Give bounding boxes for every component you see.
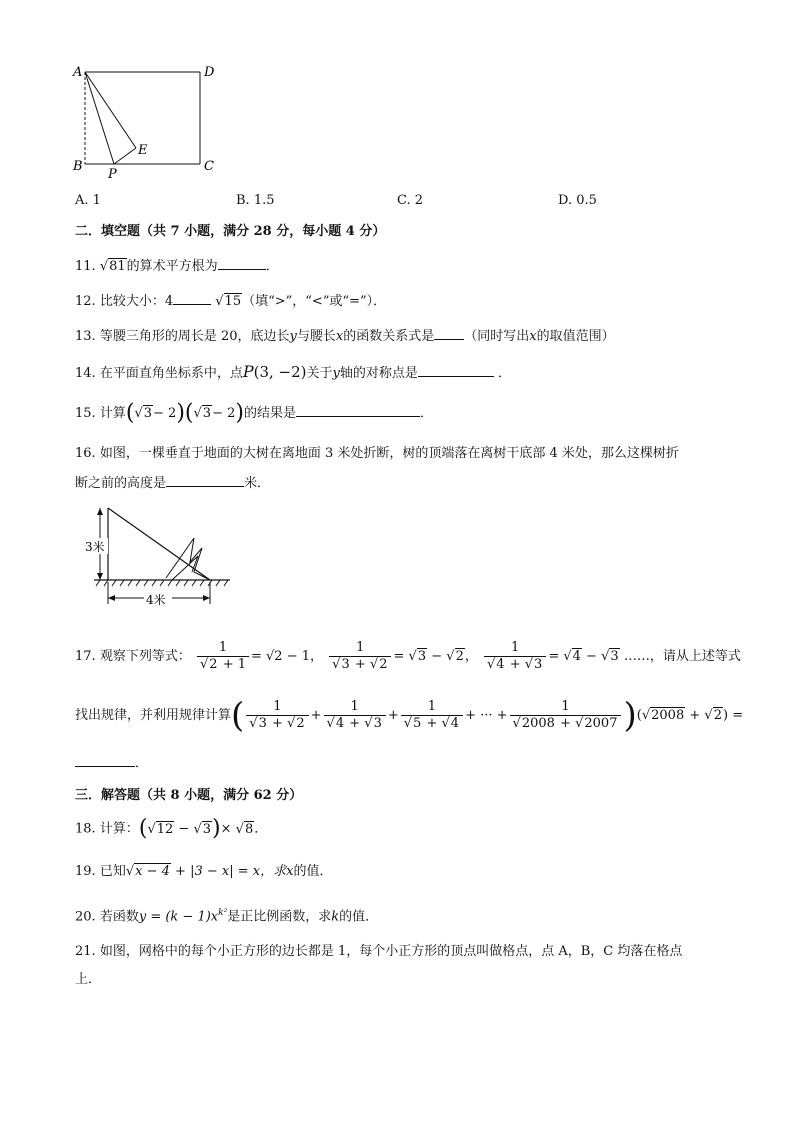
- q19-var-x: x: [286, 864, 294, 879]
- q14-text-a: 在平面直角坐标系中，点: [99, 366, 243, 381]
- q19-text-a: 已知: [99, 864, 126, 879]
- q13-text-e: 的取值范围）: [536, 329, 615, 344]
- question-19: 19. 已知√x − 4 + |3 − x| = x，求x的值．: [75, 864, 333, 879]
- section-3-heading: 三．解答题（共 8 小题，满分 62 分）: [75, 788, 303, 803]
- q14-blank[interactable]: [418, 362, 494, 377]
- label-c: C: [204, 159, 214, 174]
- q13-text-d: （同时写出: [464, 329, 530, 344]
- question-21-line-2: 上．: [75, 972, 102, 987]
- q20-var-k: k: [331, 909, 340, 925]
- q11-sqrt: √81: [99, 259, 126, 274]
- q15-number: 15.: [75, 406, 96, 421]
- q17-dots: ……，请从上述等式: [623, 649, 741, 664]
- q15-minus-1: − 2: [153, 406, 177, 421]
- q17-text-a: 观察下列等式：: [99, 649, 191, 664]
- q17-term-3: $\frac{1}{√5 + √4}$: [401, 699, 463, 732]
- q13-blank[interactable]: [434, 325, 464, 340]
- q15-minus-2: − 2: [212, 406, 236, 421]
- q11-radicand: 81: [109, 259, 126, 274]
- q13-text-a: 等腰三角形的周长是 20，底边长: [99, 329, 290, 344]
- rectangle-figure: [68, 60, 228, 180]
- q17-frac-3: $\frac{1}{√4 + √3}$: [484, 640, 546, 673]
- q17-equals: =: [732, 708, 744, 723]
- q13-text-c: 的函数关系式是: [343, 329, 435, 344]
- tree-height-label: 3米: [85, 540, 105, 554]
- q15-radicand-2: 3: [202, 406, 212, 421]
- q18-radicand-3: 8: [244, 821, 254, 837]
- q14-end: ．: [498, 366, 512, 381]
- q18-number: 18.: [75, 821, 96, 837]
- question-16-line-1: [75, 444, 679, 464]
- q20-text-b: 是正比例函数，求: [227, 909, 332, 925]
- q14-text-b: 关于: [306, 366, 333, 381]
- q17-mid: + ··· +: [465, 708, 508, 723]
- q16-text-line-1: 如图，一棵垂直于地面的大树在离地面 3 米处折断，树的顶端落在离树干底部 4 米处，那么这棵树折: [99, 446, 679, 461]
- question-17-line-2: 找出规律，并利用规律计算( $\frac{1}{√3 + √2}$ + $\frac{1}{√4 + √3}$ + $\frac{1}{√5 + √4}$ + ··· + $\frac{1}{√2008 + √2007}$ )(√2008 + √2) =: [75, 695, 744, 736]
- question-17-line-3: ．: [75, 752, 148, 774]
- q12-text-b: （填“>”，“<”或“=”）．: [242, 294, 387, 309]
- q20-text-c: 的值．: [339, 909, 379, 925]
- q12-sqrt: √15: [215, 294, 242, 309]
- q14-point-p: P: [242, 362, 254, 381]
- question-13: [75, 325, 615, 347]
- q18-end: ．: [254, 821, 268, 837]
- q15-end: ．: [419, 406, 433, 421]
- q17-term-2: $\frac{1}{√4 + √3}$: [324, 699, 386, 732]
- q19-text-b: 的值．: [293, 864, 333, 879]
- option-a: A. 1: [75, 193, 101, 208]
- q17-text-line-2: 找出规律，并利用规律计算: [75, 708, 232, 723]
- q11-blank[interactable]: [218, 255, 266, 270]
- q11-end: ．: [265, 259, 279, 274]
- question-20: [75, 903, 378, 927]
- q12-blank[interactable]: [173, 290, 211, 305]
- q14-coord: (3, −2): [253, 363, 307, 381]
- question-15: 15. 计算(√3− 2)(√3− 2)的结果是 ．: [75, 400, 433, 426]
- q11-text: 的算术平方根为: [126, 259, 218, 274]
- q19-eq: = x，求: [237, 864, 287, 879]
- q17-eq-1: = √2 − 1，: [251, 649, 324, 664]
- q21-number: 21.: [75, 944, 96, 959]
- option-d: D. 0.5: [558, 193, 597, 208]
- q12-text-a: 比较大小：4: [99, 294, 174, 309]
- question-18: 18. 计算：(√12 − √3)× √8．: [75, 816, 268, 841]
- label-b: B: [73, 159, 83, 174]
- q19-abs: 3 − x: [194, 864, 230, 879]
- question-14: [75, 362, 511, 384]
- q14-var-y: y: [332, 366, 340, 381]
- q12-number: 12.: [75, 294, 96, 309]
- question-17-line-1: 17. 观察下列等式： $\frac{1}{√2 + 1}$ = √2 − 1， $\frac{1}{√3 + √2}$ = √3 − √2， $\frac{1}{√4 + √3}$ = √4 − √3 ……，请从上述等式: [75, 640, 741, 672]
- q17-blank[interactable]: [75, 752, 135, 767]
- q13-var-y: y: [289, 329, 297, 344]
- q13-number: 13.: [75, 329, 96, 344]
- q17-frac-2: $\frac{1}{√3 + √2}$: [329, 640, 391, 673]
- q15-text-a: 计算: [99, 406, 126, 421]
- q16-number: 16.: [75, 446, 96, 461]
- q16-text-line-2b: 米．: [244, 476, 271, 491]
- q20-exponent: k²: [218, 908, 228, 918]
- q15-text-b: 的结果是: [243, 406, 296, 421]
- q17-term-1: $\frac{1}{√3 + √2}$: [246, 699, 308, 732]
- q19-radicand: x − 4: [135, 864, 170, 879]
- q14-text-c: 轴的对称点是: [339, 366, 418, 381]
- q18-text-a: 计算：: [99, 821, 139, 837]
- q19-number: 19.: [75, 864, 96, 879]
- option-c: C. 2: [397, 193, 424, 208]
- q17-term-4: $\frac{1}{√2008 + √2007}$: [510, 699, 622, 732]
- question-12: [75, 290, 386, 312]
- q14-number: 14.: [75, 366, 96, 381]
- question-21-line-1: [75, 942, 682, 962]
- question-11: [75, 255, 279, 277]
- option-b: B. 1.5: [236, 193, 275, 208]
- q20-number: 20.: [75, 909, 96, 925]
- q13-var-x: x: [335, 329, 344, 344]
- section-2-heading: 二．填空题（共 7 小题，满分 28 分，每小题 4 分）: [75, 224, 386, 239]
- q16-blank[interactable]: [166, 472, 244, 487]
- q18-radicand-1: 12: [156, 821, 174, 837]
- q16-text-line-2a: 断之前的高度是: [75, 476, 167, 491]
- question-16-line-2: [75, 472, 270, 494]
- q13-text-b: 与腰长: [296, 329, 336, 344]
- broken-tree-figure: [82, 500, 232, 612]
- q20-text-a: 若函数: [99, 909, 139, 925]
- q17-number: 17.: [75, 649, 96, 664]
- label-e: E: [138, 143, 148, 158]
- q15-radicand-1: 3: [143, 406, 153, 421]
- q11-number: 11.: [75, 259, 96, 274]
- q21-text-line-1: 如图，网格中的每个小正方形的边长都是 1，每个小正方形的顶点叫做格点，点 A，B，C 均落在格点: [99, 944, 683, 959]
- q13-var-x2: x: [529, 329, 537, 344]
- label-d: D: [204, 65, 215, 80]
- q15-blank[interactable]: [296, 402, 420, 417]
- label-p: P: [108, 167, 117, 180]
- q12-radicand: 15: [224, 294, 242, 309]
- label-a: A: [73, 65, 83, 80]
- q20-function: y = (k − 1)x: [138, 909, 219, 925]
- q18-radicand-2: 3: [202, 821, 212, 837]
- tree-distance-label: 4米: [146, 593, 166, 607]
- q17-frac-1: $\frac{1}{√2 + 1}$: [197, 640, 249, 673]
